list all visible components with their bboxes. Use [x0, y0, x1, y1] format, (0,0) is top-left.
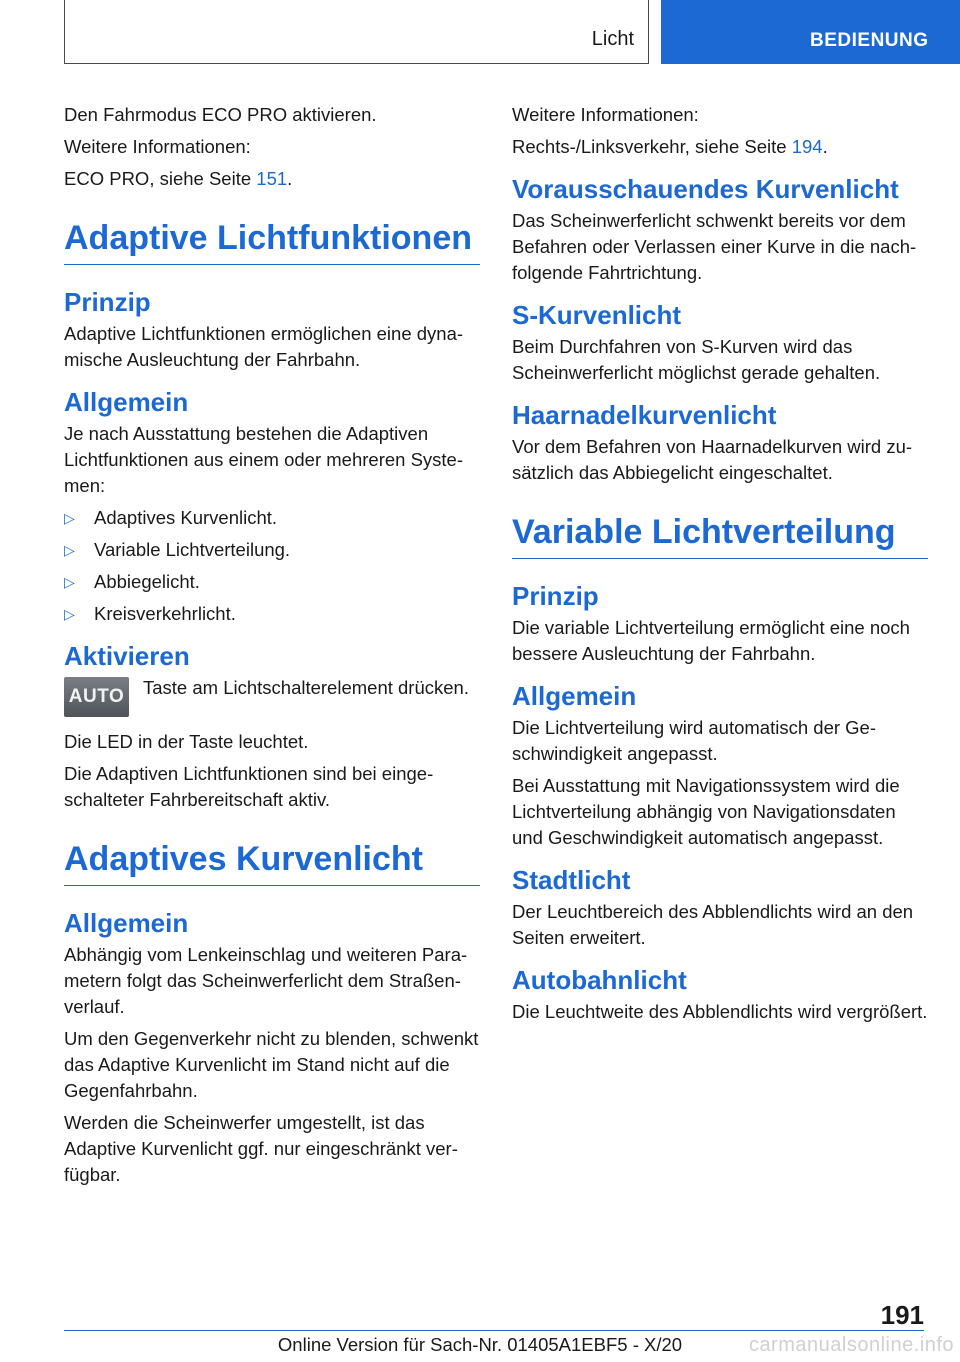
triangle-bullet-icon: ▷ — [64, 542, 75, 558]
variable-prinzip-paragraph: Die variable Lichtverteilung ermöglicht eine noch bessere Ausleuchtung der Fahrbahn. — [512, 617, 910, 664]
triangle-bullet-icon: ▷ — [64, 510, 75, 526]
heading-adaptive-lichtfunktionen: Adaptive Lichtfunktionen — [64, 218, 480, 265]
list-item — [64, 601, 480, 627]
led-paragraph: Die LED in der Taste leuchtet. — [64, 731, 309, 752]
left-column — [64, 102, 480, 1194]
heading-allgemein-3: Allgemein — [512, 681, 637, 711]
page-link-151[interactable]: 151 — [256, 168, 288, 189]
footer-divider — [64, 1330, 924, 1331]
list-item — [64, 505, 480, 531]
heading-aktivieren: Aktivieren — [64, 641, 190, 671]
list-item-text: Kreisverkehrlicht. — [94, 603, 236, 624]
list-item-text: Abbiegelicht. — [94, 571, 200, 592]
header-frame — [64, 0, 649, 64]
intro-reference — [64, 166, 480, 192]
allgemein-paragraph: Je nach Ausstattung bestehen die Adaptiven Lichtfunktionen aus einem oder mehreren Systemen: — [64, 423, 464, 496]
reference-period: . — [287, 168, 293, 189]
heading-allgemein-2: Allgemein — [64, 908, 189, 938]
watermark: carmanualsonline.info — [748, 1334, 954, 1356]
list-item — [64, 537, 480, 563]
heading-prinzip-2: Prinzip — [512, 581, 599, 611]
variable-allgemein-paragraph-2: Bei Ausstattung mit Navigationssystem wird die Lichtverteilung abhängig von Navigationsdaten und Geschwindigkeit automatisch angepasst. — [512, 775, 900, 848]
heading-s-kurvenlicht: S-Kurvenlicht — [512, 300, 682, 330]
haarnadel-paragraph: Vor dem Befahren von Haarnadelkurven wird zusätzlich das Abbiegelicht eingeschaltet. — [512, 436, 913, 483]
auto-instruction-text: Taste am Lichtschalterelement drücken. — [143, 677, 469, 698]
reference-text: ECO PRO, siehe Seite — [64, 168, 257, 189]
list-item-text: Variable Lichtverteilung. — [94, 539, 291, 560]
triangle-bullet-icon: ▷ — [64, 574, 75, 590]
autobahnlicht-paragraph: Die Leuchtweite des Abblendlichts wird vergrößert. — [512, 1001, 928, 1022]
function-list — [64, 505, 480, 627]
right-column — [512, 102, 928, 1031]
info-reference — [512, 134, 928, 160]
stadtlicht-paragraph: Der Leuchtbereich des Abblendlichts wird an den Seiten erweitert. — [512, 901, 914, 948]
list-item — [64, 569, 480, 595]
page-link-194[interactable]: 194 — [791, 136, 823, 157]
active-paragraph: Die Adaptiven Lichtfunktionen sind bei eingeschalteter Fahrbereitschaft aktiv. — [64, 763, 434, 810]
chapter-tab-label: BEDIENUNG — [810, 30, 929, 51]
intro-paragraph: Den Fahrmodus ECO PRO aktivieren. — [64, 104, 377, 125]
heading-stadtlicht: Stadtlicht — [512, 865, 631, 895]
heading-allgemein: Allgemein — [64, 387, 189, 417]
info-label: Weitere Informationen: — [512, 104, 699, 125]
section-title: Licht — [591, 28, 634, 50]
intro-info-label: Weitere Informationen: — [64, 136, 251, 157]
list-item-text: Adaptives Kurvenlicht. — [94, 507, 278, 528]
heading-haarnadelkurvenlicht: Haarnadelkurvenlicht — [512, 400, 777, 430]
heading-vorausschauendes-kurvenlicht: Vorausschauendes Kurvenlicht — [512, 174, 899, 204]
auto-button-icon: AUTO — [64, 677, 129, 717]
s-kurvenlicht-paragraph: Beim Durchfahren von S-Kurven wird das Scheinwerferlicht möglichst gerade gehalten. — [512, 336, 881, 383]
footer-text: Online Version für Sach-Nr. 01405A1EBF5 - X/20 — [277, 1334, 683, 1355]
heading-prinzip: Prinzip — [64, 287, 151, 317]
vorausschauend-paragraph: Das Scheinwerferlicht schwenkt bereits vor dem Befahren oder Verlassen einer Kurve in die nachfolgende Fahrtrichtung. — [512, 210, 917, 283]
kurvenlicht-paragraph-3: Werden die Scheinwerfer umgestellt, ist das Adaptive Kurvenlicht ggf. nur eingeschränkt verfügbar. — [64, 1112, 458, 1185]
chapter-tab[interactable] — [661, 0, 960, 64]
auto-instruction — [64, 675, 480, 717]
triangle-bullet-icon: ▷ — [64, 606, 75, 622]
heading-adaptives-kurvenlicht: Adaptives Kurvenlicht — [64, 839, 480, 886]
heading-variable-lichtverteilung: Variable Lichtverteilung — [512, 512, 928, 559]
prinzip-paragraph: Adaptive Lichtfunktionen ermöglichen eine dynamische Ausleuchtung der Fahrbahn. — [64, 323, 464, 370]
page-number: 191 — [880, 1300, 924, 1330]
heading-autobahnlicht: Autobahnlicht — [512, 965, 687, 995]
reference-period: . — [822, 136, 828, 157]
kurvenlicht-paragraph-1: Abhängig vom Lenkeinschlag und weiteren Parametern folgt das Scheinwerferlicht dem Straßenverlauf. — [64, 944, 468, 1017]
variable-allgemein-paragraph-1: Die Lichtverteilung wird automatisch der Geschwindigkeit angepasst. — [512, 717, 877, 764]
kurvenlicht-paragraph-2: Um den Gegenverkehr nicht zu blenden, schwenkt das Adaptive Kurvenlicht im Stand nicht auf die Gegenfahrbahn. — [64, 1028, 479, 1101]
reference-text: Rechts-/Linksverkehr, siehe Seite — [512, 136, 792, 157]
